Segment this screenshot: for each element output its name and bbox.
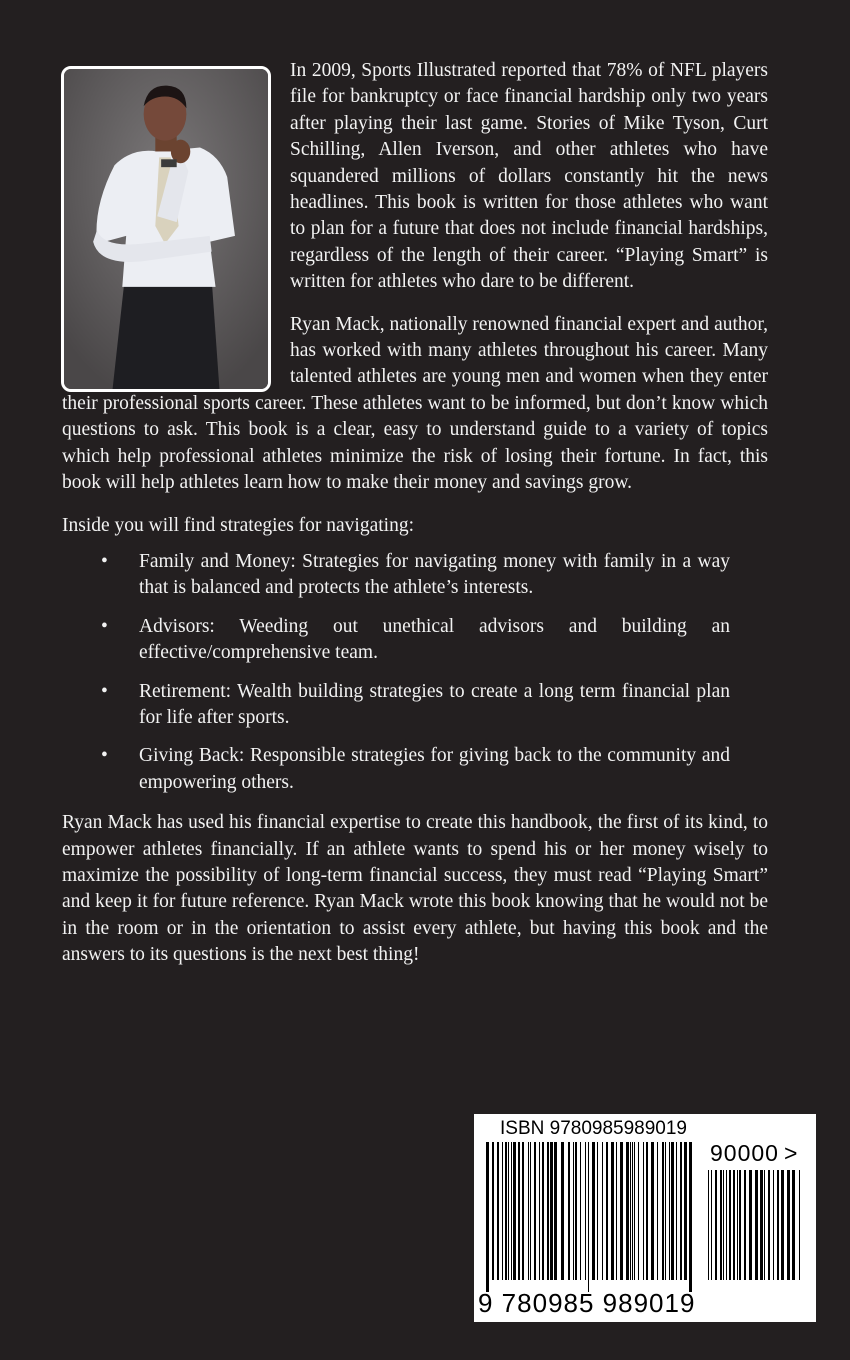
paragraph-author-bio: Ryan Mack, nationally renowned financial expert and author, has worked with many athletes throughout his career. Many talented athletes are young men and women when they enter their professional sports career. These athletes want to be informed, but don’t know which questions to ask. This book is a clear, easy to understand guide to a variety of topics which help professional athletes minimize the risk of losing their fortune. In fact, this book will help athletes learn how to make their money and savings grow.: [62, 313, 768, 494]
barcode-bar: [542, 1142, 544, 1280]
barcode-bar: [547, 1142, 549, 1280]
photo-float-spacer: [62, 58, 290, 380]
barcode-bar: [592, 1142, 595, 1280]
barcode-digits: 9 780985 989019: [478, 1288, 696, 1318]
barcode-bar: [497, 1142, 499, 1280]
barcode-bar: [715, 1170, 717, 1280]
barcode-bar: [643, 1142, 644, 1280]
barcode-bar: [539, 1142, 540, 1280]
barcode-bar: [744, 1170, 746, 1280]
list-item: • Retirement: Wealth building strategies to create a long term financial plan for life after sports.: [101, 680, 730, 728]
barcode-bar: [585, 1142, 586, 1280]
barcode-bar: [486, 1142, 489, 1292]
isbn-label: ISBN 9780985989019: [500, 1118, 687, 1139]
barcode-bar: [726, 1170, 727, 1280]
barcode-bar: [792, 1170, 795, 1280]
barcode-bar: [768, 1170, 770, 1280]
barcode-bar: [492, 1142, 494, 1280]
barcode-bar: [669, 1142, 670, 1280]
barcode-bar: [602, 1142, 603, 1280]
price-code: 90000: [710, 1140, 779, 1166]
barcode-bar: [606, 1142, 608, 1280]
barcode-bar: [755, 1170, 758, 1280]
barcode-bar: [739, 1170, 741, 1280]
barcode-bar: [626, 1142, 629, 1280]
barcode-bar: [522, 1142, 524, 1280]
barcode-bar: [684, 1142, 687, 1280]
barcode-bar: [597, 1142, 598, 1280]
barcode-bar: [781, 1170, 784, 1280]
barcode-bar: [502, 1142, 503, 1280]
barcode-bar: [554, 1142, 557, 1280]
paragraph-intro-stats: In 2009, Sports Illustrated reported that 78% of NFL players file for bankruptcy or face financial hardship only two years after playing their last game. Stories of Mike Tyson, Curt Schilling, Allen Iverson, and other athletes who have squandered millions of dollars constantly hit the news headlines. This book is written for those athletes who want to plan for a future that does not include financial hardships, regardless of the length of their career. “Playing Smart” is written for athletes who dare to be different.: [290, 60, 768, 293]
strategies-intro: Inside you will find strategies for navigating:: [62, 514, 415, 536]
barcode-bar: [528, 1142, 529, 1280]
barcode-bar: [573, 1142, 574, 1280]
barcode-bar: [689, 1142, 692, 1292]
barcode-bar: [580, 1142, 581, 1280]
isbn-barcode: [474, 1114, 816, 1322]
barcode-bar: [508, 1142, 509, 1280]
barcode-bar: [530, 1142, 531, 1280]
price-arrow: >: [784, 1140, 798, 1166]
barcode-bar: [737, 1170, 738, 1280]
barcode-bar: [616, 1142, 617, 1280]
barcode-bar: [630, 1142, 631, 1280]
barcode-bar: [764, 1170, 765, 1280]
barcode-bar: [534, 1142, 536, 1280]
barcode-bar: [646, 1142, 648, 1280]
bullet-icon: •: [101, 615, 108, 637]
barcode-bars-addon: [708, 1170, 800, 1292]
barcode-bar: [665, 1142, 666, 1280]
barcode-bar: [575, 1142, 577, 1280]
barcode-bar: [671, 1142, 674, 1280]
list-item: • Giving Back: Responsible strategies for giving back to the community and empowering others.: [101, 745, 730, 793]
barcode-bar: [634, 1142, 635, 1280]
barcode-bar: [760, 1170, 763, 1280]
barcode-bar: [568, 1142, 570, 1280]
paragraph-closing: Ryan Mack has used his financial expertise to create this handbook, the first of its kind, to empower athletes financially. If an athlete wants to spend his or her money wisely to maximize the possibility of long-term financial success, they must read “Playing Smart” and keep it for future reference. Ryan Mack wrote this book knowing that he would not be in the room or in the orientation to assist every athlete, but having this book and the answers to its questions is the next best thing!: [62, 812, 768, 966]
barcode-bar: [657, 1142, 658, 1280]
barcode-bar: [518, 1142, 520, 1280]
bullet-icon: •: [101, 680, 108, 702]
barcode-bar: [773, 1170, 774, 1280]
barcode-bar: [720, 1170, 722, 1280]
barcode-bar: [749, 1170, 752, 1280]
barcode-bar: [733, 1170, 735, 1280]
barcode-bar: [787, 1170, 790, 1280]
barcode-bar: [676, 1142, 677, 1280]
list-item: • Advisors: Weeding out unethical advisors and building an effective/comprehensive team.: [101, 615, 730, 664]
barcode-bar: [723, 1170, 724, 1280]
barcode-bar: [729, 1170, 731, 1280]
barcode-bar: [651, 1142, 654, 1280]
blurb-text: [62, 58, 768, 985]
barcode-bar: [632, 1142, 633, 1280]
barcode-bar: [680, 1142, 682, 1280]
barcode-bar: [777, 1170, 779, 1280]
list-item: • Family and Money: Strategies for navigating money with family in a way that is balanced and protects the athlete’s interests.: [101, 550, 730, 599]
barcode-bar: [511, 1142, 512, 1280]
barcode-bar: [561, 1142, 564, 1280]
bullet-icon: •: [101, 550, 108, 572]
barcode-bar: [550, 1142, 553, 1280]
barcode-bar: [638, 1142, 639, 1280]
bullet-icon: •: [101, 745, 108, 767]
barcode-bars-main: [486, 1142, 692, 1292]
barcode-bar: [799, 1170, 800, 1280]
strategies-list: [62, 549, 768, 796]
barcode-bar: [505, 1142, 507, 1280]
barcode-bar: [708, 1170, 709, 1280]
barcode-bar: [711, 1170, 712, 1280]
barcode-bar: [662, 1142, 664, 1280]
barcode-bar: [620, 1142, 623, 1280]
barcode-bar: [513, 1142, 516, 1280]
barcode-bar: [588, 1142, 589, 1292]
barcode-bar: [611, 1142, 614, 1280]
